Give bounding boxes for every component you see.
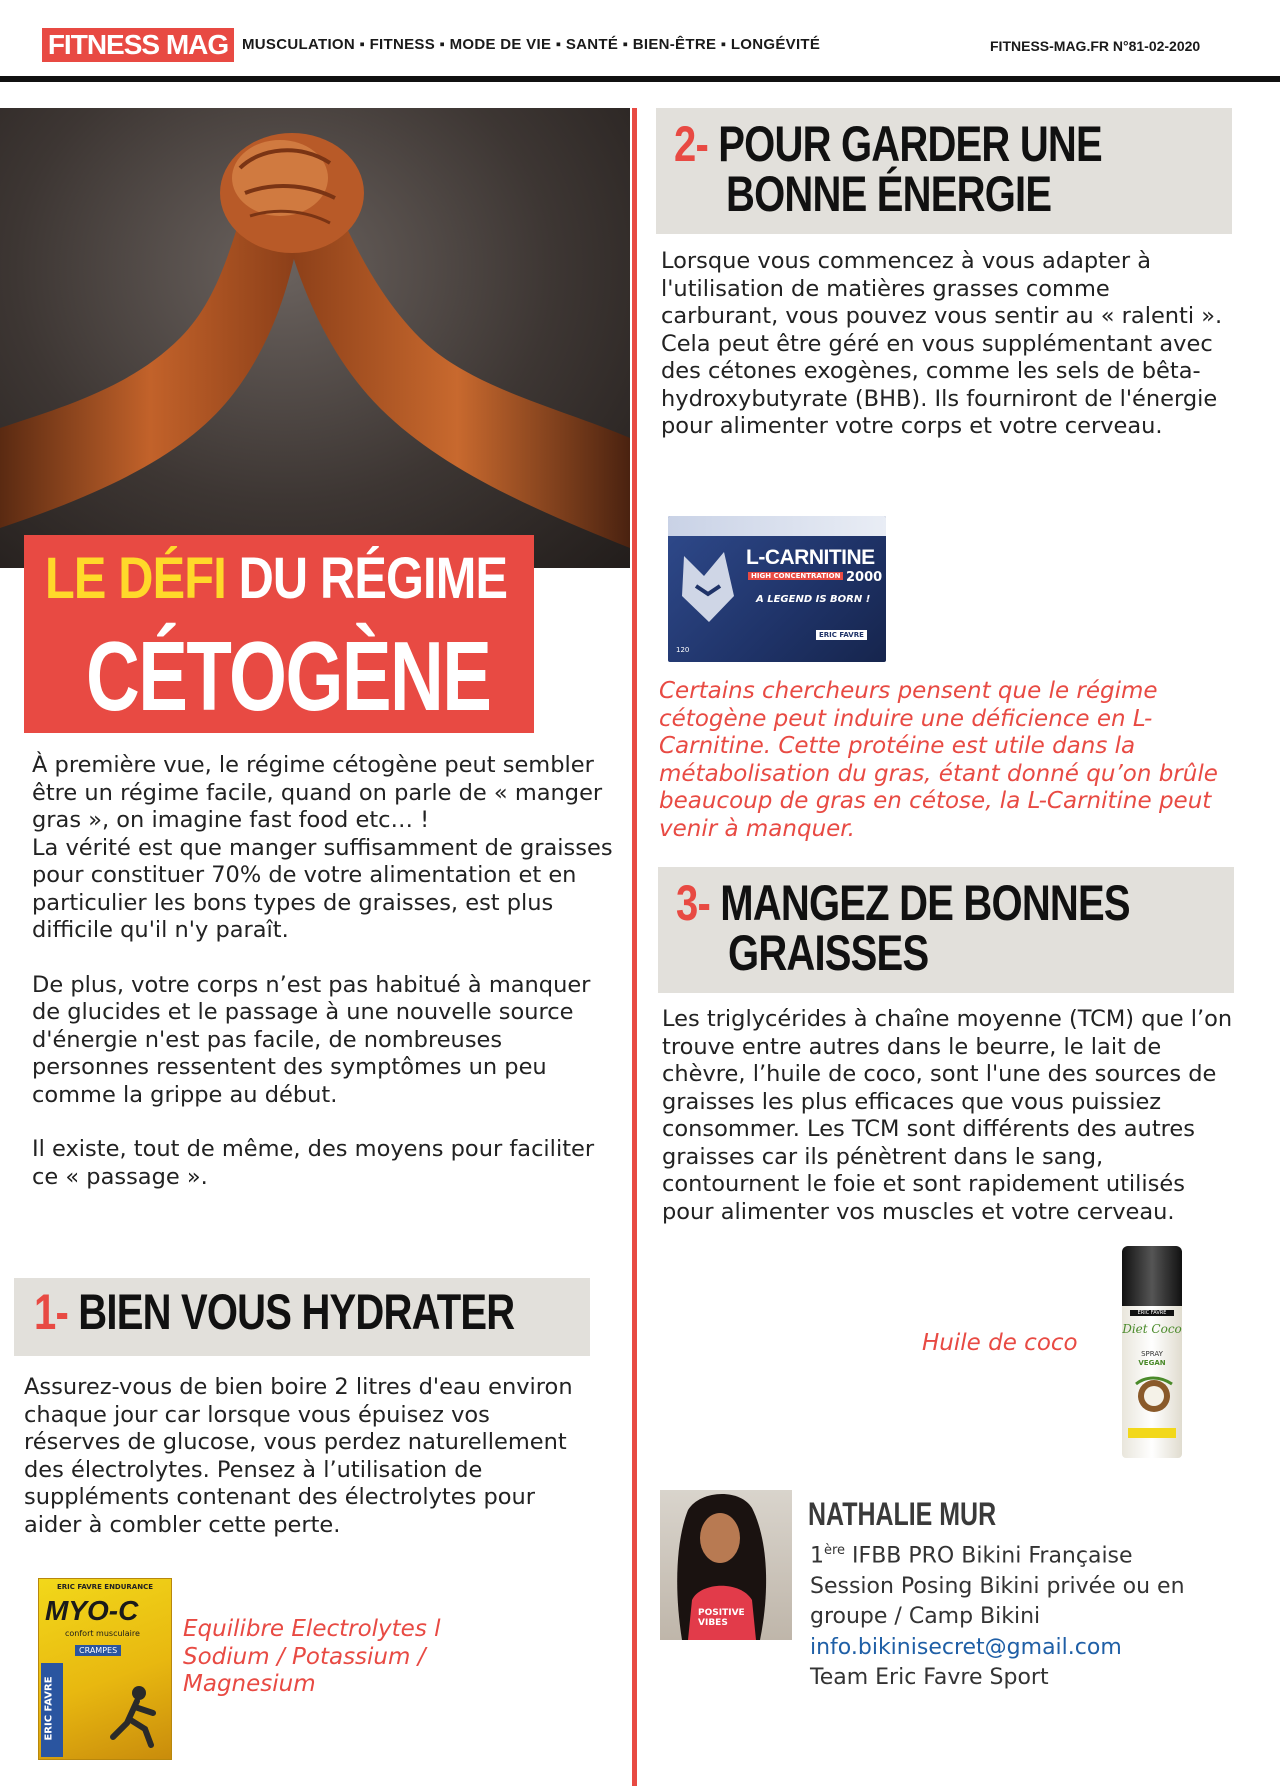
section-3-heading-line2: GRAISSES [728,925,929,981]
arm-wrestling-illustration [0,108,630,568]
author-services: Session Posing Bikini privée ou en groupe / Camp Bikini [810,1573,1185,1630]
section-1-heading [34,1286,514,1338]
section-title: MANGEZ DE BONNES [720,875,1130,931]
article-title-line1 [45,545,507,612]
product-subtitle: SPRAY [1141,1350,1163,1358]
diet-coco-spray-image [1122,1246,1182,1458]
category-nav [242,36,820,53]
section-1-caption: Equilibre Electrolytes l Sodium / Potassium / Magnesium [183,1616,441,1697]
section-title: POUR GARDER UNE [718,116,1102,172]
section-number: 1- [34,1284,68,1340]
runner-icon [99,1679,169,1749]
wolf-head-icon [674,546,744,626]
intro-paragraph: À première vue, le régime cétogène peut sembler être un régime facile, quand on parle de « manger gras », on imagine fast food etc… ! [32,752,603,833]
author-rank-suffix: ère [824,1543,846,1558]
nav-separator: ▪ [555,36,562,53]
product-count: 120 [676,646,690,654]
section-2-note: Certains chercheurs pensent que le régime cétogène peut induire une déficience en L-Carnitine. Cette protéine est utile dans la métabolisation du gras, étant donné qu’on brûle beaucoup de gras en cétose, la L-Carnitine peut venir à manquer. [659,678,1218,842]
section-2-heading [674,118,1102,170]
spray-cap [1122,1246,1182,1306]
intro-paragraph: La vérité est que manger suffisamment de graisses pour constituer 70% de votre alimentation et en particulier les bons types de graisses, est plus difficile qu'il n'y paraît. [32,834,613,943]
coconut-icon [1132,1374,1176,1414]
product-lid [668,516,886,536]
section-2-heading-line2: BONNE ÉNERGIE [726,166,1052,222]
product-name: MYO-C [45,1595,139,1626]
product-vegan: VEGAN [1138,1359,1166,1367]
section-number: 2- [674,116,708,172]
nav-item-bien-etre[interactable]: BIEN-ÊTRE [632,36,717,53]
header-rule [0,76,1280,82]
section-number: 3- [676,875,710,931]
myoc-product-image [38,1578,172,1760]
author-title [810,1536,1240,1572]
product-brand: ERIC FAVRE [816,630,867,640]
author-shirt-text: POSITIVE VIBES [698,1608,745,1628]
section-title: BIEN VOUS HYDRATER [78,1284,515,1340]
author-name: NATHALIE MUR [808,1496,997,1532]
product-name: L-CARNITINE [746,546,875,569]
intro-paragraph: Il existe, tout de même, des moyens pour faciliter ce « passage ». [32,1136,595,1190]
nav-item-musculation[interactable]: MUSCULATION [242,36,356,53]
issue-number: FITNESS-MAG.FR N°81-02-2020 [990,38,1201,54]
product-subtitle: HIGH CONCENTRATION [748,572,843,580]
section-3-heading [676,877,1130,929]
nav-separator: ▪ [720,36,727,53]
nav-item-longevite[interactable]: LONGÉVITÉ [730,36,821,53]
section-1-body: Assurez-vous de bien boire 2 litres d'eau environ chaque jour car lorsque vous épuisez vos réserves de glucose, vous perdez naturellement des électrolytes. Pensez à l’utilisation de suppléments contenant des électrolytes pour aider à combler cette perte. [24,1374,573,1538]
nav-item-sante[interactable]: SANTÉ [565,36,619,53]
nav-separator: ▪ [359,36,366,53]
column-divider [632,108,637,1786]
section-3-body: Les triglycérides à chaîne moyenne (TCM) que l’on trouve entre autres dans le beurre, le lait de chèvre, l’huile de coco, sont l'une des sources de graisses les plus efficaces que vous puissiez consommer. Les TCM sont différents des autres graisses car ils pénètrent dans le sang, contournent le foie et sont rapidement utilisés pour alimenter vos muscles et votre cerveau. [662,1006,1233,1225]
product-brand: ERIC FAVRE [1130,1310,1174,1316]
nav-separator: ▪ [439,36,446,53]
author-rank: 1 [810,1543,824,1569]
author-photo [660,1490,792,1640]
product-slogan: A LEGEND IS BORN ! [756,594,871,605]
section-2-body: Lorsque vous commencez à vous adapter à l'utilisation de matières grasses comme carburant, vous pouvez vous sentir au « ralenti ». Cela peut être géré en vous supplémentant avec des cétones exogènes, comme les sels de bêta-hydroxybutyrate (BHB). Ils fourniront de l'énergie pour alimenter votre corps et votre cerveau. [661,248,1223,439]
product-number: 2000 [846,570,883,585]
spray-label-band [1128,1428,1176,1438]
hero-image [0,108,630,568]
l-carnitine-product-image [668,516,886,662]
product-tag: CRAMPES [75,1645,121,1656]
author-team: Team Eric Favre Sport [810,1665,1049,1691]
title-highlight: LE DÉFI [45,546,226,611]
product-name: Diet Coco [1122,1322,1182,1336]
intro-paragraph: De plus, votre corps n’est pas habitué à manquer de glucides et le passage à une nouvelle source d'énergie n'est pas facile, de nombreuses personnes ressentent des symptômes un peu comme la grippe au début. [32,971,591,1108]
nav-item-fitness[interactable]: FITNESS [369,36,436,53]
article-title-line2: CÉTOGÈNE [86,621,491,731]
product-side-brand: ERIC FAVRE [43,1676,55,1741]
product-brand: ERIC FAVRE ENDURANCE [56,1583,154,1591]
nav-item-mode-de-vie[interactable]: MODE DE VIE [449,36,552,53]
intro-text [32,752,617,1191]
author-email-link[interactable]: info.bikinisecret@gmail.com [810,1634,1122,1660]
product-subtitle: confort musculaire [65,1629,140,1638]
site-logo[interactable]: FITNESS MAG [42,28,234,62]
section-3-caption: Huile de coco [922,1330,1078,1356]
author-bio [810,1536,1240,1694]
title-rest: DU RÉGIME [225,546,508,611]
author-title-text: IFBB PRO Bikini Française [845,1543,1133,1569]
nav-separator: ▪ [622,36,629,53]
